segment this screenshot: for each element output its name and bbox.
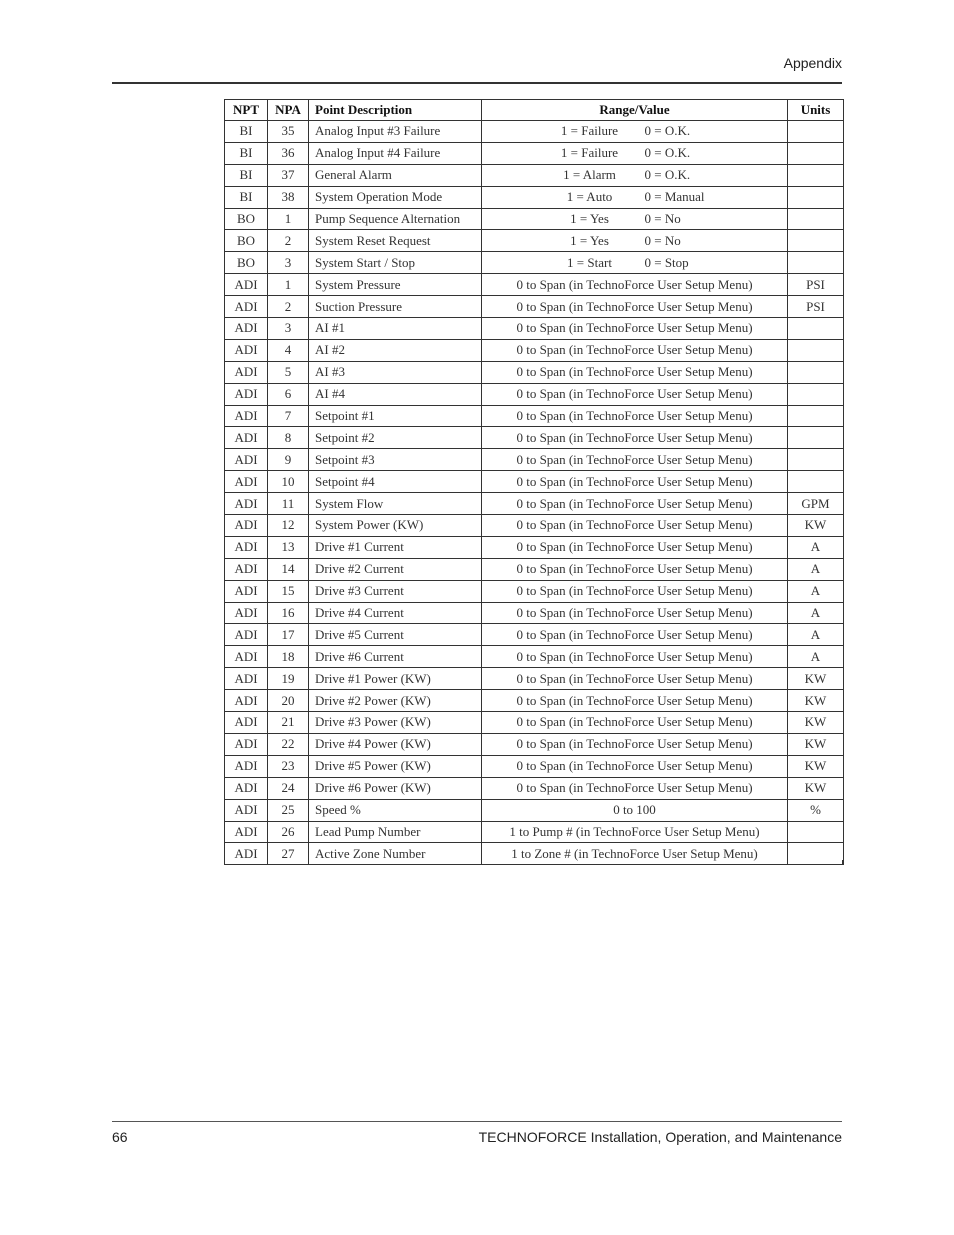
cell-npt: ADI (225, 361, 268, 383)
cell-description: System Operation Mode (309, 186, 482, 208)
cell-units (788, 449, 844, 471)
table-row (225, 624, 844, 646)
cell-units (788, 230, 844, 252)
table-tail-line (267, 860, 268, 864)
cell-range: 0 to Span (in TechnoForce User Setup Menu) (482, 755, 788, 777)
cell-npa: 9 (268, 449, 309, 471)
cell-range: 1 to Pump # (in TechnoForce User Setup Menu) (482, 821, 788, 843)
range-false-value: 0 = Manual (644, 189, 705, 205)
table-row (225, 186, 844, 208)
cell-npt: BI (225, 164, 268, 186)
cell-npa: 21 (268, 712, 309, 734)
table-body (225, 121, 844, 865)
cell-description: Drive #2 Current (309, 558, 482, 580)
cell-npa: 38 (268, 186, 309, 208)
cell-npt: ADI (225, 777, 268, 799)
cell-description: Analog Input #3 Failure (309, 121, 482, 143)
cell-units (788, 471, 844, 493)
table-row (225, 449, 844, 471)
cell-range: 0 to Span (in TechnoForce User Setup Menu) (482, 493, 788, 515)
table-row (225, 821, 844, 843)
cell-npa: 8 (268, 427, 309, 449)
cell-npt: ADI (225, 449, 268, 471)
cell-npt: ADI (225, 843, 268, 865)
cell-npa: 35 (268, 121, 309, 143)
cell-range (482, 164, 788, 186)
cell-range: 0 to Span (in TechnoForce User Setup Menu) (482, 449, 788, 471)
range-true-value: 1 = Yes (570, 232, 609, 248)
cell-npt: ADI (225, 383, 268, 405)
cell-range: 0 to Span (in TechnoForce User Setup Menu) (482, 296, 788, 318)
cell-npa: 7 (268, 405, 309, 427)
column-header-units: Units (788, 100, 844, 121)
cell-range (482, 121, 788, 143)
cell-npt: ADI (225, 296, 268, 318)
table-row (225, 646, 844, 668)
cell-description: Drive #5 Current (309, 624, 482, 646)
footer-rule (112, 1121, 842, 1122)
cell-npa: 1 (268, 208, 309, 230)
cell-npt: ADI (225, 471, 268, 493)
cell-npa: 19 (268, 668, 309, 690)
table-row (225, 383, 844, 405)
table-tail-line (481, 860, 482, 864)
cell-npa: 18 (268, 646, 309, 668)
cell-description: AI #4 (309, 383, 482, 405)
page-number: 66 (112, 1129, 128, 1145)
table-row (225, 712, 844, 734)
cell-units: KW (788, 690, 844, 712)
table-row (225, 164, 844, 186)
column-header-range: Range/Value (482, 100, 788, 121)
cell-npa: 24 (268, 777, 309, 799)
cell-description: General Alarm (309, 164, 482, 186)
table-tail-line (787, 860, 788, 864)
cell-npt: ADI (225, 339, 268, 361)
cell-npt: ADI (225, 405, 268, 427)
range-true-value: 1 = Auto (566, 189, 613, 205)
cell-units (788, 142, 844, 164)
cell-npt: ADI (225, 580, 268, 602)
cell-description: Drive #3 Current (309, 580, 482, 602)
cell-description: Analog Input #4 Failure (309, 142, 482, 164)
cell-units (788, 339, 844, 361)
table-row (225, 339, 844, 361)
table-row (225, 690, 844, 712)
cell-range: 0 to Span (in TechnoForce User Setup Menu) (482, 471, 788, 493)
cell-range: 0 to Span (in TechnoForce User Setup Menu) (482, 427, 788, 449)
cell-npa: 25 (268, 799, 309, 821)
table-row (225, 515, 844, 537)
cell-range: 0 to Span (in TechnoForce User Setup Menu) (482, 405, 788, 427)
cell-range: 0 to Span (in TechnoForce User Setup Menu) (482, 624, 788, 646)
cell-units: A (788, 558, 844, 580)
cell-units: KW (788, 668, 844, 690)
cell-npt: ADI (225, 318, 268, 340)
cell-range: 0 to Span (in TechnoForce User Setup Menu) (482, 733, 788, 755)
column-header-description: Point Description (309, 100, 482, 121)
table-tail-line (308, 860, 309, 864)
cell-range (482, 186, 788, 208)
footer-title: TECHNOFORCE Installation, Operation, and Maintenance (478, 1129, 842, 1145)
cell-units (788, 427, 844, 449)
table-row (225, 427, 844, 449)
cell-range: 0 to Span (in TechnoForce User Setup Menu) (482, 668, 788, 690)
cell-range: 0 to Span (in TechnoForce User Setup Menu) (482, 274, 788, 296)
cell-npt: ADI (225, 515, 268, 537)
range-true-value: 1 = Failure (560, 145, 619, 161)
cell-npt: ADI (225, 493, 268, 515)
cell-npa: 15 (268, 580, 309, 602)
cell-npa: 22 (268, 733, 309, 755)
cell-range: 0 to 100 (482, 799, 788, 821)
cell-npa: 23 (268, 755, 309, 777)
cell-npt: ADI (225, 799, 268, 821)
table-row (225, 602, 844, 624)
table-row (225, 142, 844, 164)
cell-description: Drive #4 Power (KW) (309, 733, 482, 755)
cell-npa: 3 (268, 252, 309, 274)
cell-npt: ADI (225, 646, 268, 668)
table-row (225, 558, 844, 580)
cell-units (788, 405, 844, 427)
cell-description: Suction Pressure (309, 296, 482, 318)
cell-range (482, 142, 788, 164)
range-true-value: 1 = Yes (570, 211, 609, 226)
cell-description: Drive #2 Power (KW) (309, 690, 482, 712)
range-true-value: 1 = Start (567, 254, 612, 270)
cell-npa: 20 (268, 690, 309, 712)
cell-units (788, 164, 844, 186)
cell-units: KW (788, 733, 844, 755)
cell-description: Drive #1 Power (KW) (309, 668, 482, 690)
cell-range (482, 208, 788, 230)
cell-units: A (788, 580, 844, 602)
table-row (225, 121, 844, 143)
cell-description: System Reset Request (309, 230, 482, 252)
cell-npt: ADI (225, 712, 268, 734)
cell-range: 0 to Span (in TechnoForce User Setup Menu) (482, 777, 788, 799)
cell-npa: 5 (268, 361, 309, 383)
cell-npa: 10 (268, 471, 309, 493)
cell-description: System Power (KW) (309, 515, 482, 537)
cell-range (482, 252, 788, 274)
cell-npa: 16 (268, 602, 309, 624)
cell-npa: 12 (268, 515, 309, 537)
cell-range: 1 to Zone # (in TechnoForce User Setup Menu) (482, 843, 788, 865)
cell-units: PSI (788, 296, 844, 318)
range-false-value: 0 = O.K. (644, 145, 691, 161)
cell-npt: BO (225, 230, 268, 252)
table-row (225, 580, 844, 602)
cell-npa: 26 (268, 821, 309, 843)
cell-npt: BI (225, 121, 268, 143)
cell-range: 0 to Span (in TechnoForce User Setup Menu) (482, 536, 788, 558)
cell-units: KW (788, 712, 844, 734)
cell-description: Setpoint #3 (309, 449, 482, 471)
cell-units (788, 821, 844, 843)
table-row (225, 668, 844, 690)
cell-npt: ADI (225, 668, 268, 690)
table-row (225, 536, 844, 558)
table-row (225, 230, 844, 252)
cell-description: Setpoint #2 (309, 427, 482, 449)
cell-units (788, 208, 844, 230)
cell-description: AI #1 (309, 318, 482, 340)
cell-npa: 17 (268, 624, 309, 646)
range-true-value: 1 = Failure (560, 123, 619, 139)
cell-units: A (788, 624, 844, 646)
cell-description: Drive #6 Power (KW) (309, 777, 482, 799)
cell-range: 0 to Span (in TechnoForce User Setup Menu) (482, 580, 788, 602)
cell-description: Drive #3 Power (KW) (309, 712, 482, 734)
cell-description: Pump Sequence Alternation (309, 208, 482, 230)
cell-description: System Flow (309, 493, 482, 515)
cell-units: GPM (788, 493, 844, 515)
cell-npt: ADI (225, 821, 268, 843)
table-row (225, 755, 844, 777)
range-true-value: 1 = Alarm (563, 167, 616, 183)
cell-npt: ADI (225, 755, 268, 777)
cell-npt: ADI (225, 733, 268, 755)
cell-range: 0 to Span (in TechnoForce User Setup Menu) (482, 558, 788, 580)
cell-units: PSI (788, 274, 844, 296)
table-row (225, 733, 844, 755)
cell-npa: 11 (268, 493, 309, 515)
table-row (225, 252, 844, 274)
cell-range: 0 to Span (in TechnoForce User Setup Menu) (482, 339, 788, 361)
cell-range: 0 to Span (in TechnoForce User Setup Menu) (482, 646, 788, 668)
table-row (225, 361, 844, 383)
cell-npt: ADI (225, 558, 268, 580)
cell-units (788, 121, 844, 143)
cell-npt: BO (225, 208, 268, 230)
cell-description: System Pressure (309, 274, 482, 296)
cell-units (788, 843, 844, 865)
cell-range: 0 to Span (in TechnoForce User Setup Menu) (482, 690, 788, 712)
cell-description: System Start / Stop (309, 252, 482, 274)
cell-npt: ADI (225, 274, 268, 296)
cell-npa: 6 (268, 383, 309, 405)
cell-npa: 14 (268, 558, 309, 580)
cell-description: Setpoint #1 (309, 405, 482, 427)
cell-units (788, 361, 844, 383)
column-header-npa: NPA (268, 100, 309, 121)
cell-npt: BI (225, 186, 268, 208)
cell-npa: 2 (268, 230, 309, 252)
cell-npa: 3 (268, 318, 309, 340)
cell-units (788, 318, 844, 340)
range-false-value: 0 = Stop (644, 254, 689, 270)
cell-description: Drive #4 Current (309, 602, 482, 624)
table-row (225, 405, 844, 427)
cell-units: KW (788, 515, 844, 537)
table-row (225, 799, 844, 821)
cell-npt: ADI (225, 690, 268, 712)
bacnet-points-table (224, 99, 844, 865)
range-false-value: 0 = O.K. (644, 167, 691, 183)
cell-units (788, 383, 844, 405)
cell-npt: ADI (225, 427, 268, 449)
cell-npt: ADI (225, 624, 268, 646)
cell-npa: 1 (268, 274, 309, 296)
table-row (225, 296, 844, 318)
cell-units: KW (788, 755, 844, 777)
cell-npt: BI (225, 142, 268, 164)
cell-description: Lead Pump Number (309, 821, 482, 843)
cell-range: 0 to Span (in TechnoForce User Setup Menu) (482, 383, 788, 405)
range-false-value: 0 = No (644, 232, 681, 248)
header-rule (112, 82, 842, 84)
range-false-value: 0 = O.K. (644, 123, 691, 139)
cell-npt: ADI (225, 602, 268, 624)
table-header-row (225, 100, 844, 121)
table-row (225, 777, 844, 799)
cell-units (788, 186, 844, 208)
cell-range: 0 to Span (in TechnoForce User Setup Menu) (482, 515, 788, 537)
cell-range: 0 to Span (in TechnoForce User Setup Menu) (482, 602, 788, 624)
cell-units: A (788, 602, 844, 624)
cell-units: A (788, 536, 844, 558)
table-tail-line (842, 860, 843, 864)
cell-npa: 36 (268, 142, 309, 164)
cell-npt: BO (225, 252, 268, 274)
cell-npa: 2 (268, 296, 309, 318)
cell-description: Drive #1 Current (309, 536, 482, 558)
cell-range: 0 to Span (in TechnoForce User Setup Menu) (482, 712, 788, 734)
cell-description: AI #3 (309, 361, 482, 383)
cell-description: Drive #6 Current (309, 646, 482, 668)
table-row (225, 493, 844, 515)
table-row (225, 274, 844, 296)
cell-units: A (788, 646, 844, 668)
table-row (225, 318, 844, 340)
cell-npa: 4 (268, 339, 309, 361)
cell-range (482, 230, 788, 252)
cell-npt: ADI (225, 536, 268, 558)
cell-npa: 27 (268, 843, 309, 865)
cell-units: % (788, 799, 844, 821)
table-row (225, 471, 844, 493)
table-row (225, 208, 844, 230)
table-row (225, 843, 844, 865)
cell-range: 0 to Span (in TechnoForce User Setup Menu) (482, 361, 788, 383)
cell-units (788, 252, 844, 274)
cell-range: 0 to Span (in TechnoForce User Setup Menu) (482, 318, 788, 340)
cell-description: Setpoint #4 (309, 471, 482, 493)
cell-description: Active Zone Number (309, 843, 482, 865)
cell-npa: 13 (268, 536, 309, 558)
column-header-npt: NPT (225, 100, 268, 121)
table-tail-line (224, 860, 225, 864)
cell-npa: 37 (268, 164, 309, 186)
section-header: Appendix (783, 55, 842, 71)
cell-description: Speed % (309, 799, 482, 821)
cell-description: Drive #5 Power (KW) (309, 755, 482, 777)
cell-units: KW (788, 777, 844, 799)
range-false-value: 0 = No (644, 211, 681, 226)
cell-description: AI #2 (309, 339, 482, 361)
